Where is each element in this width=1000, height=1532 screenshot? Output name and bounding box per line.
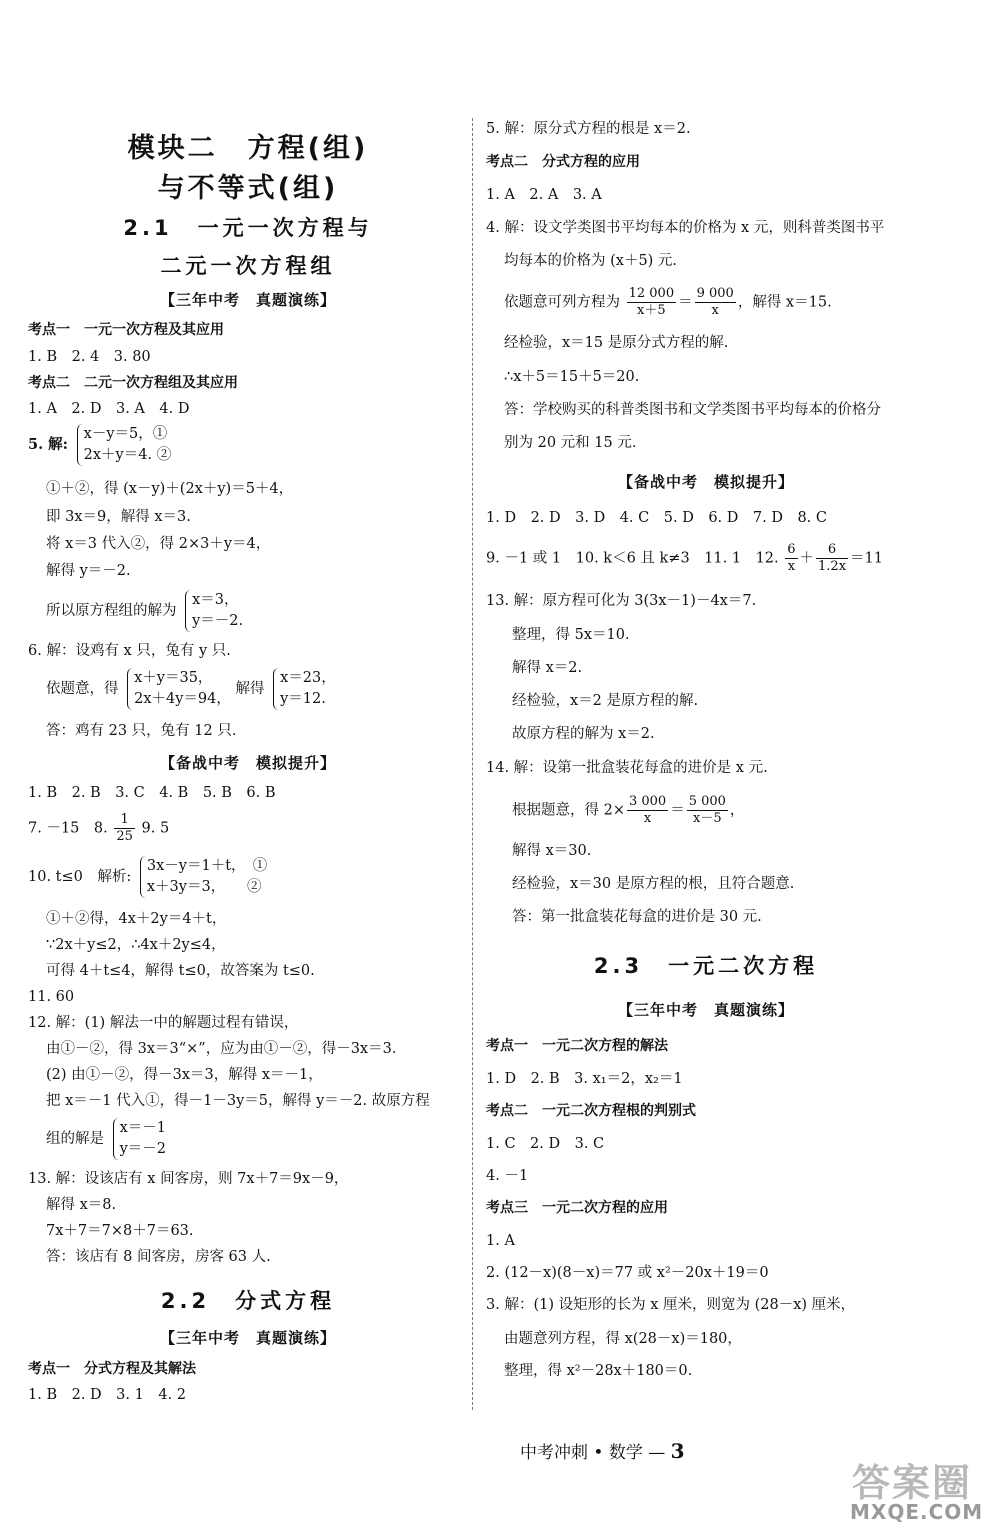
solution-line: 解得 x＝8. — [46, 1197, 117, 1213]
solution-text: 组的解是 — [46, 1131, 104, 1147]
equals-sign: ＝ — [678, 294, 693, 311]
solution-line: 13. 解：设该店有 x 间客房，则 7x＋7＝9x－9， — [28, 1171, 349, 1187]
page-number: 3 — [670, 1439, 685, 1463]
denominator: x — [711, 303, 719, 318]
answer-line: 1. D 2. B 3. x₁＝2，x₂＝1 — [486, 1071, 683, 1087]
answer-line: 1. C 2. D 3. C — [486, 1136, 605, 1152]
subsection-heading: 【备战中考 模拟提升】 — [159, 754, 336, 772]
section-2-3-title: 2.3 一元二次方程 — [593, 954, 819, 978]
solution-text: 依题意可列方程为 — [504, 294, 620, 311]
solution-line: 故原方程的解为 x＝2. — [512, 726, 655, 742]
answer-line: 11. 60 — [28, 989, 75, 1005]
equation: 3x－y＝1＋t， ① — [146, 858, 268, 874]
answer-line: 2. (12－x)(8－x)＝77 或 x²－20x＋19＝0 — [486, 1265, 769, 1281]
denominator: 25 — [116, 829, 133, 844]
solution-line: 整理，得 x²－28x＋180＝0. — [504, 1363, 693, 1379]
q6-answer: 答：鸡有 23 只，兔有 12 只. — [46, 723, 237, 739]
solution-line: 经检验，x＝30 是原方程的根，且符合题意. — [512, 876, 795, 892]
solution-line: ①＋②得，4x＋2y＝4＋t， — [46, 911, 227, 927]
q6-line: 6. 解：设鸡有 x 只，兔有 y 只. — [28, 643, 231, 659]
solution-line: 7x＋7＝7×8＋7＝63. — [46, 1223, 194, 1239]
numerator: 9 000 — [696, 286, 734, 301]
solution-text: ，解得 x＝15. — [737, 294, 832, 311]
fraction — [627, 286, 677, 319]
answer-text: 9. 5 — [141, 820, 170, 837]
solution-line: 别为 20 元和 15 元. — [504, 435, 637, 451]
equation: x－y＝5，① — [83, 426, 168, 442]
answer-line: 1. D 2. D 3. D 4. C 5. D 6. D 7. D 8. C — [486, 510, 827, 526]
answer-line: 1. A — [486, 1233, 515, 1249]
q5-system — [28, 424, 171, 466]
answer-line: 1. B 2. D 3. 1 4. 2 — [28, 1387, 187, 1403]
equals-sign: ＝ — [670, 802, 685, 819]
equation: x＋y＝35， — [134, 670, 213, 686]
solution-text: ， — [729, 802, 745, 819]
equation-system — [140, 856, 267, 898]
solution-line — [504, 286, 832, 319]
solution-line: 解得 y＝－2. — [46, 563, 131, 579]
subsection-heading: 【三年中考 真题演练】 — [617, 1001, 794, 1019]
solution-line: 解得 x＝2. — [512, 660, 583, 676]
solution-x: x＝23， — [280, 670, 336, 686]
solution-line: 经检验，x＝15 是原分式方程的解. — [504, 335, 729, 351]
solution-line: 解得 x＝30. — [512, 843, 592, 859]
answer-line: 1. B 2. 4 3. 80 — [28, 349, 151, 365]
solution-line: 均每本的价格为 (x＋5) 元. — [504, 253, 678, 269]
topic-heading: 考点二 分式方程的应用 — [486, 154, 640, 170]
fraction — [687, 794, 728, 827]
solution-line: ∵2x＋y≤2，∴4x＋2y≤4， — [46, 937, 226, 953]
solution-line: 由题意列方程，得 x(28－x)＝180， — [504, 1331, 742, 1347]
solution-y: y＝12. — [280, 691, 326, 707]
solution-line: ∴x＋5＝15＋5＝20. — [504, 369, 640, 385]
fraction — [816, 542, 848, 575]
solution-line: 3. 解：(1) 设矩形的长为 x 厘米，则宽为 (28－x) 厘米， — [486, 1297, 856, 1313]
column-divider — [472, 118, 473, 1410]
numerator: 6 — [816, 542, 848, 559]
equation: x＋3y＝3， ② — [146, 879, 262, 895]
module-subtitle: 与不等式(组) — [157, 173, 339, 204]
q10-prefix: 10. t≤0 解析: — [28, 869, 132, 885]
solution-line — [46, 590, 243, 632]
denominator: x－5 — [693, 811, 722, 826]
denominator: x — [787, 559, 796, 574]
denominator: 1.2x — [818, 559, 847, 574]
fraction — [627, 794, 668, 827]
numerator: 12 000 — [628, 286, 675, 301]
solution-x: x＝3， — [192, 592, 239, 608]
subsection-heading: 【三年中考 真题演练】 — [159, 291, 336, 309]
solution-line: 即 3x＝9，解得 x＝3. — [46, 509, 191, 525]
solution-system — [273, 668, 336, 710]
solution-y: y＝－2 — [119, 1141, 167, 1157]
fraction — [695, 286, 736, 319]
answer-text: 9. －1 或 1 10. k＜6 且 k≠3 11. 1 12. — [486, 550, 779, 567]
section-2-1-title: 2.1 一元一次方程与 — [123, 216, 373, 240]
q10-line — [28, 856, 267, 898]
solution-line: 将 x＝3 代入②，得 2×3＋y＝4， — [46, 536, 271, 552]
answer-text: 7. －15 8. — [28, 820, 108, 837]
equation-system — [127, 668, 231, 710]
footer-text: 中考冲刺 • 数学 — — [520, 1443, 666, 1463]
solution-x: x＝－1 — [119, 1120, 167, 1136]
numerator: 3 000 — [628, 794, 667, 809]
plus-sign: ＋ — [799, 550, 815, 567]
q6-system-line — [46, 668, 336, 710]
module-title: 模块二 方程(组) — [127, 133, 369, 164]
denominator: x — [643, 811, 652, 826]
answer-line: 1. B 2. B 3. C 4. B 5. B 6. B — [28, 785, 276, 801]
solution-y: y＝－2. — [192, 613, 244, 629]
q6-prefix: 依题意，得 — [46, 681, 119, 697]
topic-heading: 考点二 一元二次方程根的判别式 — [486, 1103, 696, 1119]
denominator: x＋5 — [637, 303, 666, 318]
equation-system — [77, 424, 172, 466]
answer-line: 1. A 2. D 3. A 4. D — [28, 401, 190, 417]
numerator: 6 — [787, 542, 796, 557]
topic-heading: 考点一 一元二次方程的解法 — [486, 1038, 668, 1054]
answer-line — [28, 812, 169, 845]
solution-line: 12. 解：(1) 解法一中的解题过程有错误， — [28, 1015, 299, 1031]
subsection-heading: 【三年中考 真题演练】 — [159, 1329, 336, 1347]
equation: 2x＋y＝4. ② — [83, 447, 172, 463]
solution-system — [113, 1118, 166, 1160]
solution-line: (2) 由①－②，得－3x＝3，解得 x＝－1， — [46, 1067, 323, 1083]
solution-line: 经检验，x＝2 是原方程的解. — [512, 693, 699, 709]
topic-heading: 考点二 二元一次方程组及其应用 — [28, 375, 238, 391]
solution-text: 所以原方程组的解为 — [46, 603, 177, 619]
topic-heading: 考点一 分式方程及其解法 — [28, 1361, 196, 1377]
q5-label: 5. 解: — [28, 436, 69, 453]
solution-system — [185, 590, 243, 632]
solution-text: 根据题意，得 2× — [512, 802, 625, 819]
solution-line: 14. 解：设第一批盒装花每盒的进价是 x 元. — [486, 760, 768, 776]
watermark-logo-icon: 答案圈 — [852, 1461, 973, 1505]
solution-line: 答：第一批盒装花每盒的进价是 30 元. — [512, 909, 762, 925]
fraction — [114, 812, 135, 845]
answer-text: ＝11 — [850, 550, 883, 567]
subsection-heading: 【备战中考 模拟提升】 — [617, 473, 794, 491]
q6-mid: 解得 — [235, 681, 265, 697]
solution-line: 13. 解：原方程可化为 3(3x－1)－4x＝7. — [486, 593, 757, 609]
solution-line: 由①－②，得 3x＝3“×”，应为由①－②，得－3x＝3. — [46, 1041, 397, 1057]
numerator: 5 000 — [688, 794, 726, 809]
section-2-2-title: 2.2 分式方程 — [160, 1289, 336, 1313]
solution-line: 可得 4＋t≤4，解得 t≤0，故答案为 t≤0. — [46, 963, 315, 979]
answer-line: 1. A 2. A 3. A — [486, 187, 602, 203]
answer-line: 5. 解：原分式方程的根是 x＝2. — [486, 121, 691, 137]
fraction — [785, 542, 797, 575]
page-footer — [520, 1438, 685, 1463]
answer-line — [486, 542, 883, 575]
solution-line: ①＋②，得 (x－y)＋(2x＋y)＝5＋4， — [46, 481, 294, 497]
solution-line — [512, 794, 744, 827]
topic-heading: 考点一 一元一次方程及其应用 — [28, 322, 224, 338]
solution-line: 把 x＝－1 代入①，得－1－3y＝5，解得 y＝－2. 故原方程 — [46, 1093, 430, 1109]
solution-line: 4. 解：设文学类图书平均每本的价格为 x 元，则科普类图书平 — [486, 220, 885, 236]
answer-line: 4. －1 — [486, 1168, 529, 1184]
solution-line — [46, 1118, 166, 1160]
solution-line: 答：学校购买的科普类图书和文学类图书平均每本的价格分 — [504, 402, 881, 418]
topic-heading: 考点三 一元二次方程的应用 — [486, 1200, 668, 1216]
section-2-1-subtitle: 二元一次方程组 — [160, 254, 336, 278]
equation: 2x＋4y＝94， — [134, 691, 231, 707]
solution-line: 答：该店有 8 间客房，房客 63 人. — [46, 1249, 271, 1265]
numerator: 1 — [114, 812, 135, 829]
watermark-site: MXQE.COM — [850, 1500, 984, 1524]
solution-line: 整理，得 5x＝10. — [512, 627, 630, 643]
